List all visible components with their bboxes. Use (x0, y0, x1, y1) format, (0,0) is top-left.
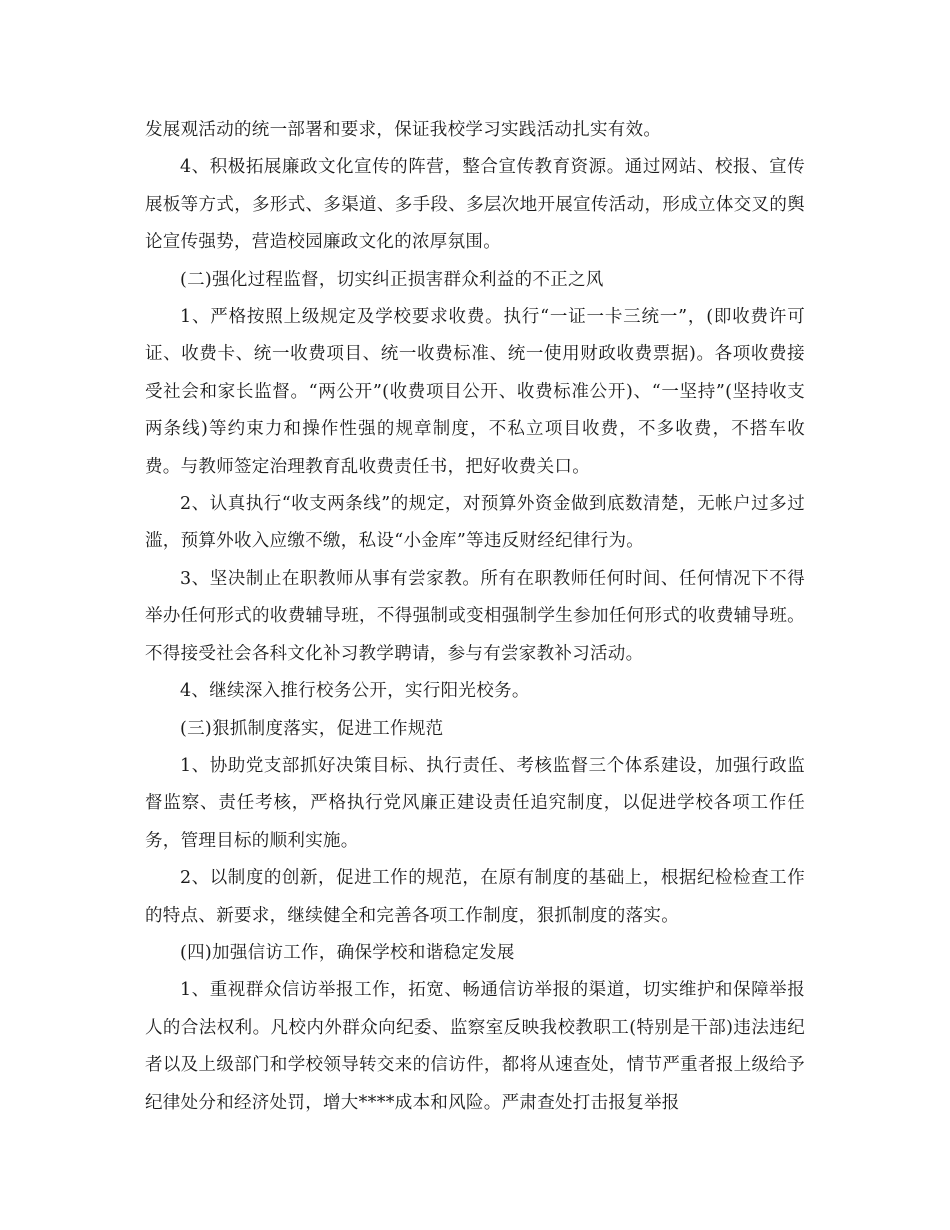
document-body (145, 112, 805, 1122)
paragraph-item-2: 2、以制度的创新，促进工作的规范，在原有制度的基础上，根据纪检检查工作的特点、新要求，继续健全和完善各项工作制度，狠抓制度的落实。 (145, 868, 805, 926)
paragraph-item-1: 1、严格按照上级规定及学校要求收费。执行“一证一卡三统一”，(即收费许可证、收费卡、统一收费项目、统一收费标准、统一使用财政收费票据)。各项收费接受社会和家长监督。“两公开”(收费项目公开、收费标准公开)、“一坚持”(坚持收支两条线)等约束力和操作性强的规章制度，不私立项目收费，不多收费，不搭车收费。与教师签定治理教育乱收费责任书，把好收费关口。 (145, 307, 805, 477)
paragraph-item-3: 3、坚决制止在职教师从事有尝家教。所有在职教师任何时间、任何情况下不得举办任何形式的收费辅导班，不得强制或变相强制学生参加任何形式的收费辅导班。不得接受社会各科文化补习教学聘请，参与有尝家教补习活动。 (145, 568, 805, 664)
section-heading-3: (三)狠抓制度落实，促进工作规范 (180, 718, 444, 739)
paragraph-item-1: 1、重视群众信访举报工作，拓宽、畅通信访举报的渠道，切实维护和保障举报人的合法权利。凡校内外群众向纪委、监察室反映我校教职工(特别是干部)违法违纪者以及上级部门和学校领导转交来的信访件，都将从速查处，情节严重者报上级给予纪律处分和经济处罚，增大****成本和风险。严肃查处打击报复举报 (145, 980, 805, 1113)
paragraph-item-4: 4、积极拓展廉政文化宣传的阵营，整合宣传教育资源。通过网站、校报、宣传展板等方式，多形式、多渠道、多手段、多层次地开展宣传活动，形成立体交叉的舆论宣传强势，营造校园廉政文化的浓厚氛围。 (145, 157, 805, 253)
paragraph-continuation: 发展观活动的统一部署和要求，保证我校学习实践活动扎实有效。 (145, 120, 662, 140)
section-heading-2: (二)强化过程监督，切实纠正损害群众利益的不正之风 (180, 269, 604, 290)
paragraph-item-2: 2、认真执行“收支两条线”的规定，对预算外资金做到底数清楚，无帐户过多过滥，预算外收入应缴不缴，私设“小金库”等违反财经纪律行为。 (145, 494, 805, 552)
section-heading-4: (四)加强信访工作，确保学校和谐稳定发展 (180, 942, 515, 963)
paragraph-item-1: 1、协助党支部抓好决策目标、执行责任、考核监督三个体系建设，加强行政监督监察、责任考核，严格执行党风廉正建设责任追究制度，以促进学校各项工作任务，管理目标的顺利实施。 (145, 755, 805, 851)
paragraph-item-4: 4、继续深入推行校务公开，实行阳光校务。 (180, 681, 530, 702)
